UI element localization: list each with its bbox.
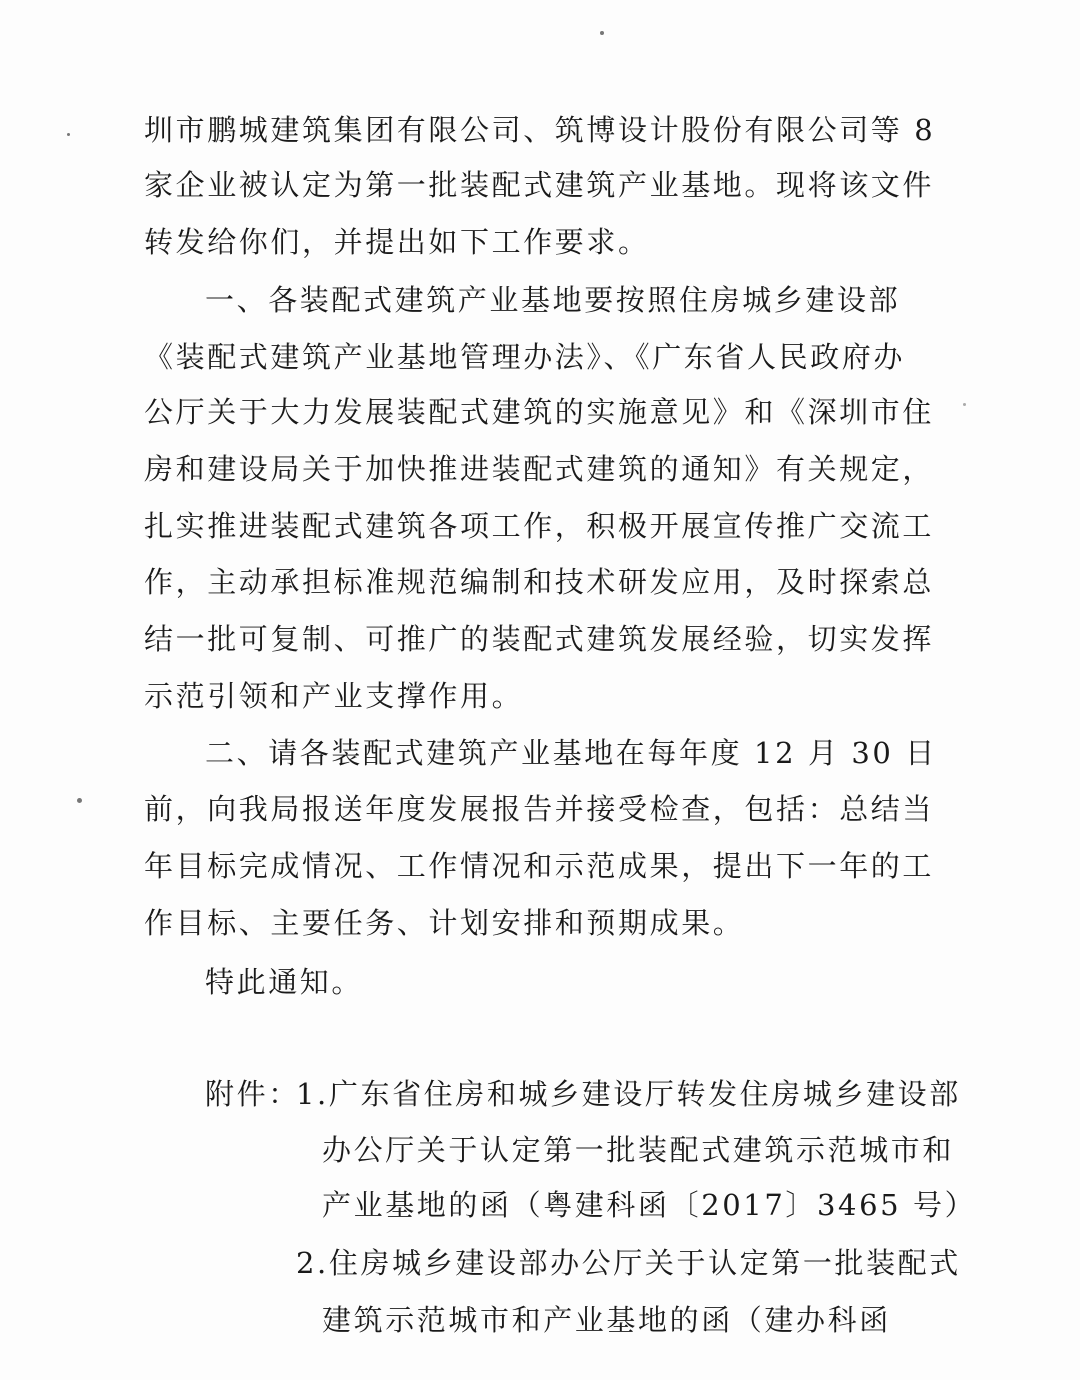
attachment-1-line: 办公厅关于认定第一批装配式建筑示范城市和 (322, 1133, 955, 1167)
paragraph-one-line: 作，主动承担标准规范编制和技术研发应用，及时探索总 (144, 565, 935, 599)
paragraph-one-line: 结一批可复制、可推广的装配式建筑发展经验，切实发挥 (144, 622, 935, 656)
paragraph-two-line: 二、请各装配式建筑产业基地在每年度 12 月 30 日 (205, 736, 937, 770)
attachment-2-line: 建筑示范城市和产业基地的函（建办科函 (322, 1303, 891, 1337)
attachment-2-line: 2.住房城乡建设部办公厅关于认定第一批装配式 (296, 1246, 961, 1280)
paragraph-one-line: 公厅关于大力发展装配式建筑的实施意见》和《深圳市住 (144, 395, 935, 429)
paragraph-one-line: 扎实推进装配式建筑各项工作，积极开展宣传推广交流工 (144, 509, 935, 543)
paragraph-intro-line: 转发给你们，并提出如下工作要求。 (144, 225, 650, 259)
paragraph-two-line: 作目标、主要任务、计划安排和预期成果。 (144, 906, 745, 940)
paragraph-intro-line: 圳市鹏城建筑集团有限公司、筑博设计股份有限公司等 8 (144, 113, 936, 147)
scan-speck (600, 31, 604, 35)
scan-speck (963, 403, 966, 406)
scan-speck (77, 798, 82, 803)
paragraph-two-line: 年目标完成情况、工作情况和示范成果，提出下一年的工 (144, 849, 935, 883)
scan-speck (67, 133, 70, 136)
paragraph-one-line: 示范引领和产业支撑作用。 (144, 679, 524, 713)
paragraph-two-line: 前，向我局报送年度发展报告并接受检查，包括：总结当 (144, 792, 935, 826)
paragraph-intro-line: 家企业被认定为第一批装配式建筑产业基地。现将该文件 (144, 168, 935, 202)
attachment-1-line: 产业基地的函（粤建科函〔2017〕3465 号） (322, 1188, 977, 1222)
paragraph-one-line: 《装配式建筑产业基地管理办法》、《广东省人民政府办 (144, 340, 906, 374)
paragraph-one-line: 房和建设局关于加快推进装配式建筑的通知》有关规定， (144, 452, 935, 486)
paragraph-one-line: 一、各装配式建筑产业基地要按照住房城乡建设部 (205, 283, 901, 317)
attachment-1-line: 1.广东省住房和城乡建设厅转发住房城乡建设部 (296, 1077, 961, 1111)
attachments-label: 附件： (205, 1077, 300, 1111)
closing-text: 特此通知。 (205, 965, 364, 999)
